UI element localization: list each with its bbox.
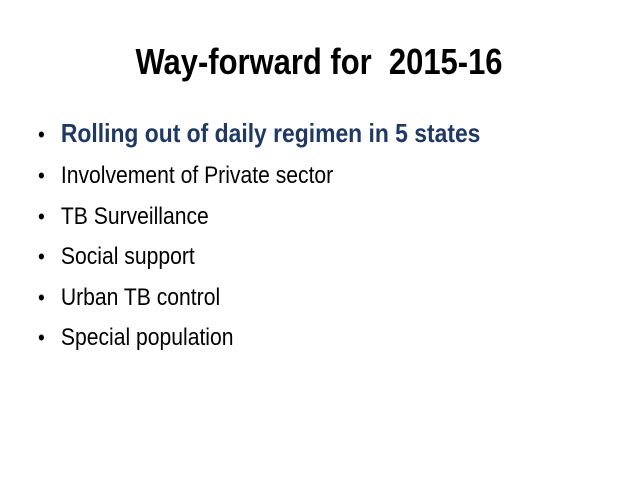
bullet-dot-icon: • bbox=[38, 244, 45, 269]
bullet-item-daily-regimen bbox=[38, 118, 480, 162]
bullet-text: Involvement of Private sector bbox=[60, 162, 334, 189]
bullet-dot-icon: • bbox=[38, 325, 45, 350]
bullet-dot-icon: • bbox=[38, 122, 45, 147]
bullet-text: Social support bbox=[60, 243, 195, 270]
bullet-item-urban-tb-control bbox=[38, 284, 480, 325]
bullet-item-special-population bbox=[38, 324, 480, 365]
bullet-dot-icon: • bbox=[38, 163, 45, 188]
bullet-text: Urban TB control bbox=[60, 283, 221, 311]
bullet-item-tb-surveillance bbox=[38, 203, 480, 244]
bullet-item-private-sector bbox=[38, 162, 480, 203]
bullet-dot-icon: • bbox=[38, 203, 45, 229]
bullet-text: Rolling out of daily regimen in 5 states bbox=[60, 118, 481, 148]
bullet-list bbox=[38, 118, 480, 365]
bullet-item-social-support bbox=[38, 243, 480, 284]
bullet-text: Special population bbox=[60, 324, 234, 351]
bullet-text: TB Surveillance bbox=[60, 202, 209, 230]
bullet-dot-icon: • bbox=[38, 284, 45, 310]
slide-title: Way-forward for 2015-16 bbox=[135, 41, 503, 82]
